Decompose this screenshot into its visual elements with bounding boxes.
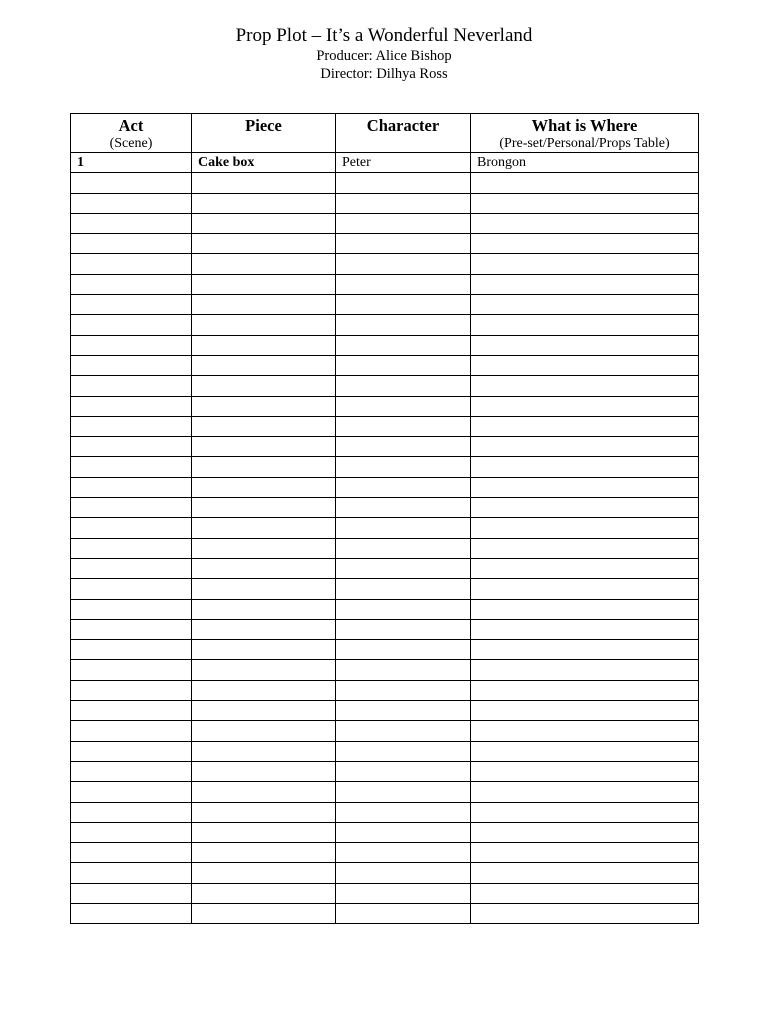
piece-cell: [192, 396, 336, 416]
act-cell: [71, 640, 192, 660]
table-row: [71, 640, 699, 660]
character-cell: [336, 376, 471, 396]
character-cell: [336, 457, 471, 477]
where-cell: [471, 376, 699, 396]
column-header-what-is-where: [471, 114, 699, 153]
piece-cell: [192, 660, 336, 680]
where-cell: [471, 782, 699, 802]
character-cell: [336, 416, 471, 436]
act-cell: [71, 234, 192, 254]
table-row: [71, 782, 699, 802]
where-cell: [471, 518, 699, 538]
where-cell: [471, 843, 699, 863]
piece-cell: [192, 903, 336, 923]
table-row: [71, 538, 699, 558]
where-cell: [471, 315, 699, 335]
act-cell: [71, 761, 192, 781]
character-cell: [336, 782, 471, 802]
where-cell: [471, 173, 699, 193]
character-cell: [336, 863, 471, 883]
act-cell: [71, 680, 192, 700]
table-row: [71, 903, 699, 923]
where-cell: [471, 761, 699, 781]
character-cell: [336, 315, 471, 335]
table-row: [71, 619, 699, 639]
where-cell: [471, 416, 699, 436]
where-cell: [471, 457, 699, 477]
prop-plot-table: [70, 113, 699, 924]
act-cell: [71, 721, 192, 741]
character-cell: [336, 761, 471, 781]
piece-cell: [192, 315, 336, 335]
table-row: [71, 193, 699, 213]
act-cell: [71, 903, 192, 923]
act-cell: [71, 193, 192, 213]
act-cell: [71, 416, 192, 436]
act-cell: [71, 741, 192, 761]
where-cell: [471, 680, 699, 700]
table-row: [71, 822, 699, 842]
table-row: [71, 254, 699, 274]
character-cell: [336, 477, 471, 497]
act-cell: [71, 396, 192, 416]
table-row: [71, 518, 699, 538]
where-cell: [471, 599, 699, 619]
where-cell: [471, 498, 699, 518]
table-row: [71, 660, 699, 680]
column-header-act: [71, 114, 192, 153]
piece-cell: [192, 254, 336, 274]
piece-cell: [192, 213, 336, 233]
table-row: [71, 153, 699, 173]
where-cell: [471, 903, 699, 923]
act-cell: [71, 518, 192, 538]
act-cell: [71, 883, 192, 903]
act-cell: [71, 863, 192, 883]
table-row: [71, 315, 699, 335]
act-cell: [71, 701, 192, 721]
piece-cell: [192, 619, 336, 639]
character-cell: [336, 822, 471, 842]
piece-cell: [192, 579, 336, 599]
character-cell: [336, 437, 471, 457]
table-row: [71, 843, 699, 863]
table-row: [71, 721, 699, 741]
character-cell: [336, 295, 471, 315]
table-row: [71, 761, 699, 781]
character-cell: [336, 599, 471, 619]
table-row: [71, 437, 699, 457]
where-cell: [471, 254, 699, 274]
character-cell: [336, 843, 471, 863]
character-cell: [336, 254, 471, 274]
column-header-character: [336, 114, 471, 153]
column-header-label: Character: [366, 116, 440, 135]
act-cell: [71, 315, 192, 335]
piece-cell: [192, 680, 336, 700]
character-cell: [336, 903, 471, 923]
table-row: [71, 599, 699, 619]
table-row: [71, 701, 699, 721]
table-row: [71, 295, 699, 315]
table-row: [71, 579, 699, 599]
character-cell: Peter: [336, 153, 471, 173]
table-row: [71, 355, 699, 375]
table-row: [71, 416, 699, 436]
table-row: [71, 376, 699, 396]
act-cell: 1: [71, 153, 192, 173]
piece-cell: [192, 843, 336, 863]
column-header-sublabel: (Pre-set/Personal/Props Table): [499, 136, 670, 151]
act-cell: [71, 173, 192, 193]
act-cell: [71, 295, 192, 315]
table-row: [71, 213, 699, 233]
character-cell: [336, 721, 471, 741]
character-cell: [336, 213, 471, 233]
piece-cell: [192, 640, 336, 660]
table-row: [71, 274, 699, 294]
character-cell: [336, 518, 471, 538]
act-cell: [71, 498, 192, 518]
where-cell: [471, 538, 699, 558]
act-cell: [71, 822, 192, 842]
act-cell: [71, 335, 192, 355]
table-row: [71, 741, 699, 761]
table-row: [71, 477, 699, 497]
column-header-label: What is Where: [531, 116, 638, 135]
table-row: [71, 457, 699, 477]
character-cell: [336, 558, 471, 578]
where-cell: [471, 477, 699, 497]
character-cell: [336, 680, 471, 700]
where-cell: [471, 355, 699, 375]
table-header-row: [71, 114, 699, 153]
act-cell: [71, 274, 192, 294]
where-cell: [471, 701, 699, 721]
piece-cell: Cake box: [192, 153, 336, 173]
character-cell: [336, 619, 471, 639]
act-cell: [71, 782, 192, 802]
piece-cell: [192, 802, 336, 822]
where-cell: [471, 640, 699, 660]
table-body: [71, 153, 699, 924]
where-cell: [471, 213, 699, 233]
where-cell: [471, 619, 699, 639]
column-header-label: Act: [118, 116, 144, 135]
act-cell: [71, 437, 192, 457]
character-cell: [336, 193, 471, 213]
act-cell: [71, 802, 192, 822]
character-cell: [336, 538, 471, 558]
character-cell: [336, 883, 471, 903]
where-cell: [471, 863, 699, 883]
piece-cell: [192, 883, 336, 903]
piece-cell: [192, 193, 336, 213]
table-row: [71, 802, 699, 822]
piece-cell: [192, 355, 336, 375]
act-cell: [71, 843, 192, 863]
table-row: [71, 396, 699, 416]
character-cell: [336, 498, 471, 518]
piece-cell: [192, 721, 336, 741]
piece-cell: [192, 782, 336, 802]
piece-cell: [192, 437, 336, 457]
act-cell: [71, 254, 192, 274]
piece-cell: [192, 173, 336, 193]
act-cell: [71, 477, 192, 497]
piece-cell: [192, 376, 336, 396]
act-cell: [71, 213, 192, 233]
where-cell: [471, 579, 699, 599]
character-cell: [336, 335, 471, 355]
where-cell: [471, 335, 699, 355]
piece-cell: [192, 416, 336, 436]
where-cell: [471, 295, 699, 315]
where-cell: [471, 822, 699, 842]
piece-cell: [192, 741, 336, 761]
where-cell: [471, 437, 699, 457]
table-row: [71, 498, 699, 518]
act-cell: [71, 619, 192, 639]
piece-cell: [192, 498, 336, 518]
piece-cell: [192, 761, 336, 781]
table-row: [71, 335, 699, 355]
act-cell: [71, 355, 192, 375]
director-line: Director: Dilhya Ross: [320, 66, 448, 82]
character-cell: [336, 355, 471, 375]
table-row: [71, 680, 699, 700]
where-cell: [471, 741, 699, 761]
character-cell: [336, 701, 471, 721]
piece-cell: [192, 558, 336, 578]
piece-cell: [192, 234, 336, 254]
piece-cell: [192, 457, 336, 477]
character-cell: [336, 640, 471, 660]
character-cell: [336, 579, 471, 599]
where-cell: [471, 234, 699, 254]
character-cell: [336, 274, 471, 294]
act-cell: [71, 558, 192, 578]
piece-cell: [192, 701, 336, 721]
where-cell: [471, 274, 699, 294]
act-cell: [71, 599, 192, 619]
column-header-sublabel: (Scene): [109, 136, 153, 151]
where-cell: [471, 660, 699, 680]
table-row: [71, 173, 699, 193]
character-cell: [336, 234, 471, 254]
where-cell: [471, 802, 699, 822]
table-row: [71, 234, 699, 254]
piece-cell: [192, 863, 336, 883]
column-header-piece: [192, 114, 336, 153]
table-row: [71, 558, 699, 578]
where-cell: [471, 558, 699, 578]
character-cell: [336, 802, 471, 822]
where-cell: [471, 721, 699, 741]
piece-cell: [192, 477, 336, 497]
character-cell: [336, 660, 471, 680]
character-cell: [336, 741, 471, 761]
where-cell: Brongon: [471, 153, 699, 173]
table-row: [71, 883, 699, 903]
piece-cell: [192, 599, 336, 619]
character-cell: [336, 173, 471, 193]
where-cell: [471, 193, 699, 213]
table-row: [71, 863, 699, 883]
where-cell: [471, 396, 699, 416]
piece-cell: [192, 335, 336, 355]
act-cell: [71, 457, 192, 477]
piece-cell: [192, 295, 336, 315]
piece-cell: [192, 538, 336, 558]
act-cell: [71, 538, 192, 558]
piece-cell: [192, 822, 336, 842]
character-cell: [336, 396, 471, 416]
piece-cell: [192, 274, 336, 294]
where-cell: [471, 883, 699, 903]
act-cell: [71, 660, 192, 680]
document-title: Prop Plot – It’s a Wonderful Neverland: [235, 25, 533, 46]
producer-line: Producer: Alice Bishop: [316, 48, 452, 64]
column-header-label: Piece: [245, 116, 282, 135]
piece-cell: [192, 518, 336, 538]
act-cell: [71, 579, 192, 599]
act-cell: [71, 376, 192, 396]
